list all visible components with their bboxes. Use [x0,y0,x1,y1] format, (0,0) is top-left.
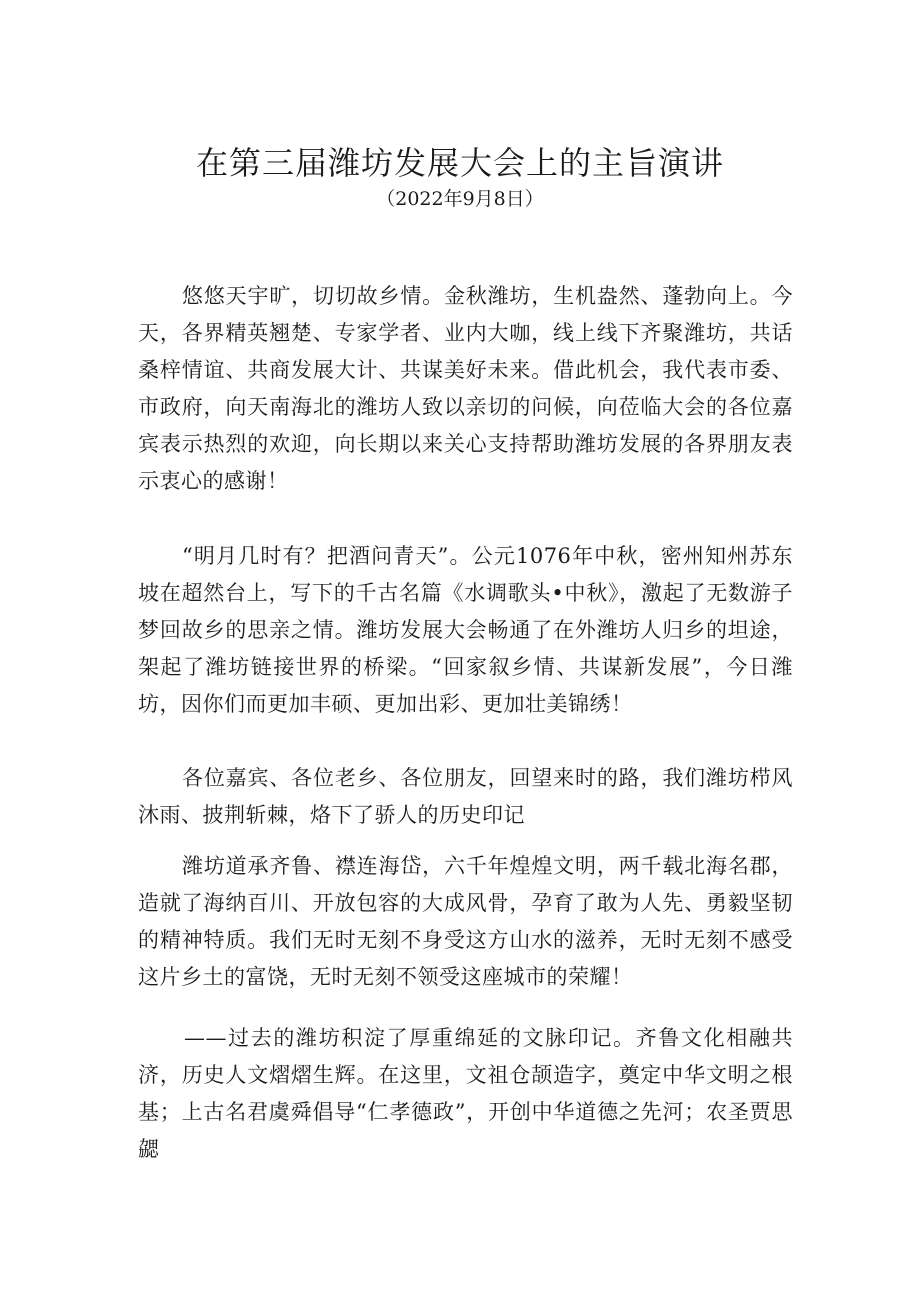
paragraph-5: ——过去的潍坊积淀了厚重绵延的文脉印记。齐鲁文化相融共济，历史人文熠熠生辉。在这里，文祖仓颉造字，奠定中华文明之根基；上古名君虞舜倡导“仁孝德政”，开创中华道德之先河；农圣贾思勰 [138,1026,793,1161]
paragraph-2: “明月几时有？把酒问青天”。公元1076年中秋，密州知州苏东坡在超然台上，写下的千古名篇《水调歌头•中秋》，激起了无数游子梦回故乡的思亲之情。潍坊发展大会畅通了在外潍坊人归乡的坦途，架起了潍坊链接世界的桥梁。“回家叙乡情、共谋新发展”，今日潍坊，因你们而更加丰硕、更加出彩、更加壮美锦绣！ [138,544,793,716]
document-title: 在第三届潍坊发展大会上的主旨演讲 [195,144,724,182]
paragraph-3: 各位嘉宾、各位老乡、各位朋友，回望来时的路，我们潍坊栉风沐雨、披荆斩棘，烙下了骄人的历史印记 [138,766,793,827]
paragraph-1: 悠悠天宇旷，切切故乡情。金秋潍坊，生机盎然、蓬勃向上。今天，各界精英翘楚、专家学者、业内大咖，线上线下齐聚潍坊，共话桑梓情谊、共商发展大计、共谋美好未来。借此机会，我代表市委、市政府，向天南海北的潍坊人致以亲切的问候，向莅临大会的各位嘉宾表示热烈的欢迎，向长期以来关心支持帮助潍坊发展的各界朋友表示衷心的感谢！ [138,284,793,493]
paragraph-4: 潍坊道承齐鲁、襟连海岱，六千年煌煌文明，两千载北海名郡，造就了海纳百川、开放包容的大成风骨，孕育了敢为人先、勇毅坚韧的精神特质。我们无时无刻不身受这方山水的滋养，无时无刻不感受这片乡土的富饶，无时无刻不领受这座城市的荣耀！ [138,854,793,989]
document-date: （2022年9月8日） [376,188,544,210]
